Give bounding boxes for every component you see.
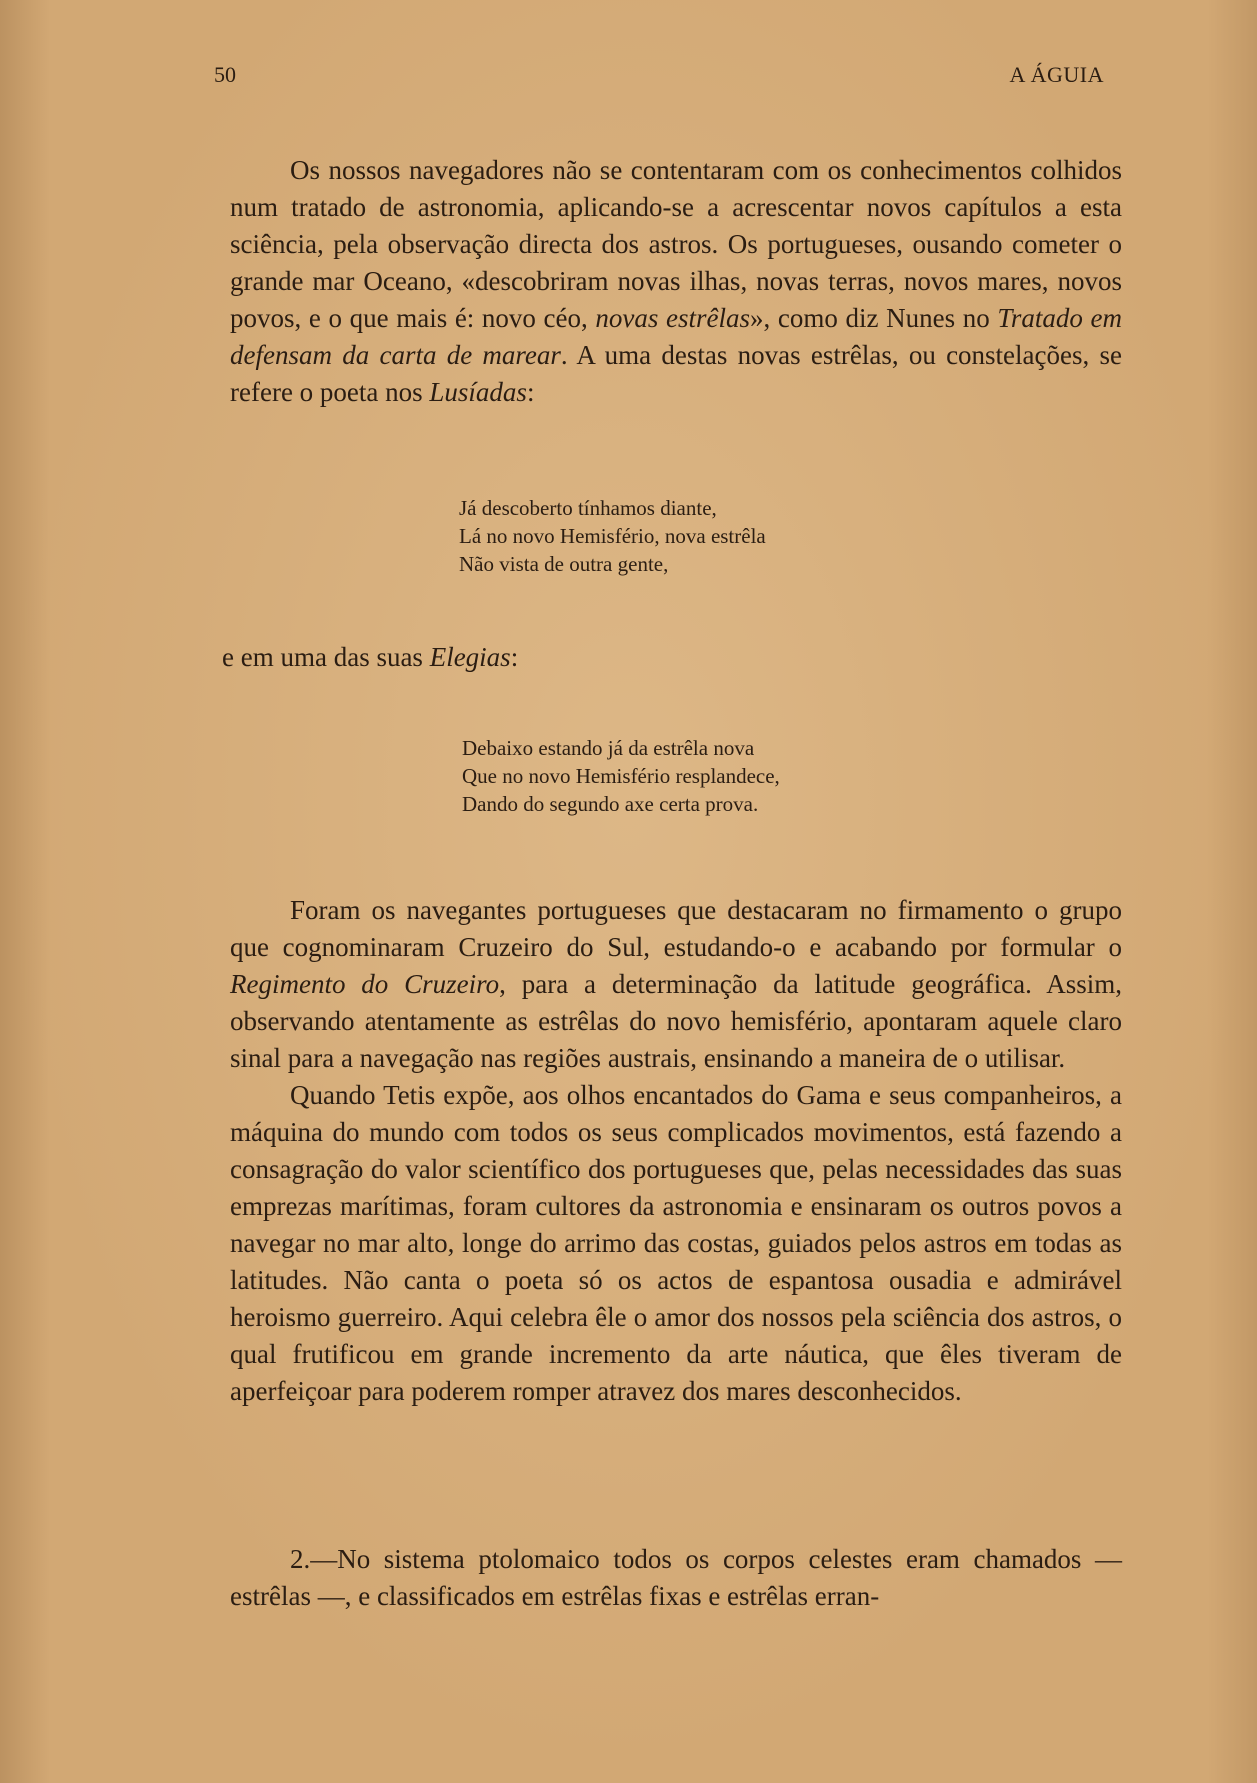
intro-text-end: . A uma destas novas estrêlas, ou constelações, se refere o poeta nos: [230, 340, 1122, 407]
running-title: A ÁGUIA: [1009, 62, 1104, 87]
verse-line: Não vista de outra gente,: [459, 552, 669, 576]
intro-text-mid: », como diz Nunes no: [750, 303, 998, 333]
paragraph-cruzeiro: [230, 892, 1122, 1077]
paragraph-tetis: Quando Tetis expõe, aos olhos encantados do Gama e seus companheiros, a máquina do mundo com todos os seus complicados movimentos, está fazendo a consagração do valor scientífico dos portugueses que, pelas necessidades das suas emprezas marítimas, foram cultores da astronomia e ensinaram os outros povos a navegar no mar alto, longe do arrimo das costas, guiados pelos astros em todas as latitudes. Não canta o poeta só os actos de espantosa ousadia e admirável heroismo guerreiro. Aqui celebra êle o amor dos nossos pela sciência dos astros, o qual frutificou em grande incremento da arte náutica, que êles tiveram de aperfeiçoar para poderem romper atravez dos mares desconhecidos.: [230, 1080, 1122, 1406]
intro-italic-quote: novas estrêlas: [595, 303, 751, 333]
intro-italic-work: Lusíadas: [429, 377, 527, 407]
verse-block-lusiadas: [459, 494, 766, 578]
section-2-paragraph: [230, 1541, 1122, 1615]
verse-block-elegias: [462, 734, 780, 818]
paragraph-ptolomaico: 2.—No sistema ptolomaico todos os corpos celestes eram chamados — estrêlas —, e classificados em estrêlas fixas e estrêlas erran-: [230, 1544, 1122, 1611]
intro-italic-title: Tratado em defensam da carta de marear: [230, 303, 1122, 370]
intro-paragraph: [230, 152, 1122, 411]
verse-line: Que no novo Hemisfério resplandece,: [462, 764, 780, 788]
verse-line: Já descoberto tínhamos diante,: [459, 496, 717, 520]
page-header: [214, 62, 1104, 102]
verse-line: Lá no novo Hemisfério, nova estrêla: [459, 524, 766, 548]
page-number: 50: [214, 62, 236, 87]
para-text: Foram os navegantes portugueses que destacaram no firmamento o grupo que cognominaram Cruzeiro do Sul, estudando-o e acabando por formular o: [230, 895, 1122, 962]
verse-line: Debaixo estando já da estrêla nova: [462, 736, 755, 760]
para-text-end: , para a determinação da latitude geográfica. Assim, observando atentamente as estrêlas do novo hemisfério, apontaram aquele claro sinal para a navegação nas regiões austrais, ensinando a maneira de o utilisar.: [230, 969, 1123, 1073]
lead-text: e em uma das suas: [222, 642, 430, 672]
lead-colon: :: [510, 642, 519, 672]
intro-text: Os nossos navegadores não se contentaram com os conhecimentos colhidos num tratado de astronomia, aplicando-se a acrescentar novos capítulos a esta sciência, pela observação directa dos astros. Os portugueses, ousando cometer o grande mar Oceano, «descobriram novas ilhas, novas terras, novos mares, novos povos, e o que mais é: novo céo,: [230, 155, 1122, 333]
navegantes-section: [230, 892, 1122, 1410]
intro-colon: :: [526, 377, 535, 407]
verse-line: Dando do segundo axe certa prova.: [462, 792, 759, 816]
lead-italic: Elegias: [429, 642, 511, 672]
para-italic-regimento: Regimento do Cruzeiro: [230, 969, 500, 999]
elegias-lead-line: [222, 642, 518, 673]
